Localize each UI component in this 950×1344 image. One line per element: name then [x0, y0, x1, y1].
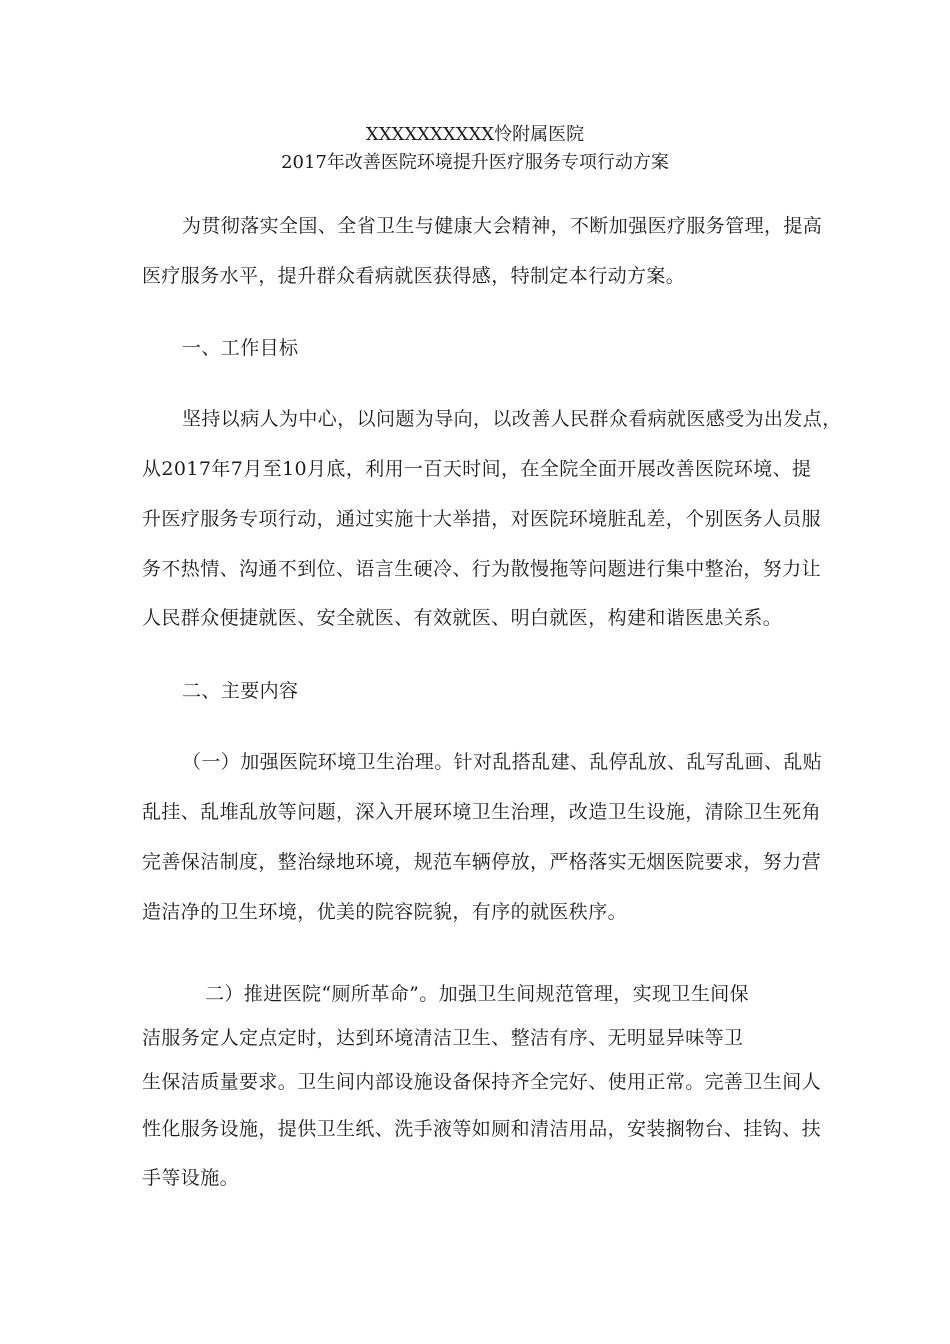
document-title	[0, 121, 950, 177]
intro-line-1: 为贯彻落实全国、全省卫生与健康大会精神，不断加强医疗服务管理，提高	[182, 215, 823, 237]
item-2-line-3: 生保洁质量要求。卫生间内部设施设备保持齐全完好、使用正常。完善卫生间人	[142, 1071, 822, 1093]
title-plan-name: 2017年改善医院环境提升医疗服务专项行动方案	[281, 152, 669, 173]
item-1-line-4: 造洁净的卫生环境，优美的院容院貌，有序的就医秩序。	[142, 901, 628, 923]
goals-line-1: 坚持以病人为中心，以问题为导向，以改善人民群众看病就医感受为出发点，	[182, 408, 842, 430]
goals-line-5: 人民群众便捷就医、安全就医、有效就医、明白就医，构建和谐医患关系。	[142, 607, 783, 629]
goals-line-4: 务不热情、沟通不到位、语言生硬冷、行为散慢拖等问题进行集中整治，努力让	[142, 558, 822, 580]
item-1-line-1: （一）加强医院环境卫生治理。针对乱搭乱建、乱停乱放、乱写乱画、乱贴	[182, 751, 823, 773]
goals-line-2: 从2017年7月至10月底，利用一百天时间，在全院全面开展改善医院环境、提	[142, 458, 812, 480]
title-hospital-name: XXXXXXXXXX怜附属医院	[365, 124, 585, 145]
item-2-line-4: 性化服务设施，提供卫生纸、洗手液等如厕和清洁用品，安装搁物台、挂钩、扶	[142, 1118, 822, 1140]
section-heading-goals: 一、工作目标	[182, 337, 299, 359]
item-1-line-2: 乱挂、乱堆乱放等问题，深入开展环境卫生治理，改造卫生设施，清除卫生死角	[142, 801, 822, 823]
item-2-line-5: 手等设施。	[142, 1167, 240, 1189]
item-2-line-2: 洁服务定人定点定时，达到环境清洁卫生、整洁有序、无明显异味等卫	[142, 1027, 744, 1049]
item-2-line-1: 二）推进医院“厕所革命”。加强卫生间规范管理，实现卫生间保	[205, 983, 750, 1005]
section-heading-content: 二、主要内容	[182, 680, 299, 702]
intro-line-2: 医疗服务水平，提升群众看病就医获得感，特制定本行动方案。	[142, 265, 686, 287]
goals-line-3: 升医疗服务专项行动，通过实施十大举措，对医院环境脏乱差，个别医务人员服	[142, 508, 822, 530]
item-1-line-3: 完善保洁制度，整治绿地环境，规范车辆停放，严格落实无烟医院要求，努力营	[142, 851, 822, 873]
